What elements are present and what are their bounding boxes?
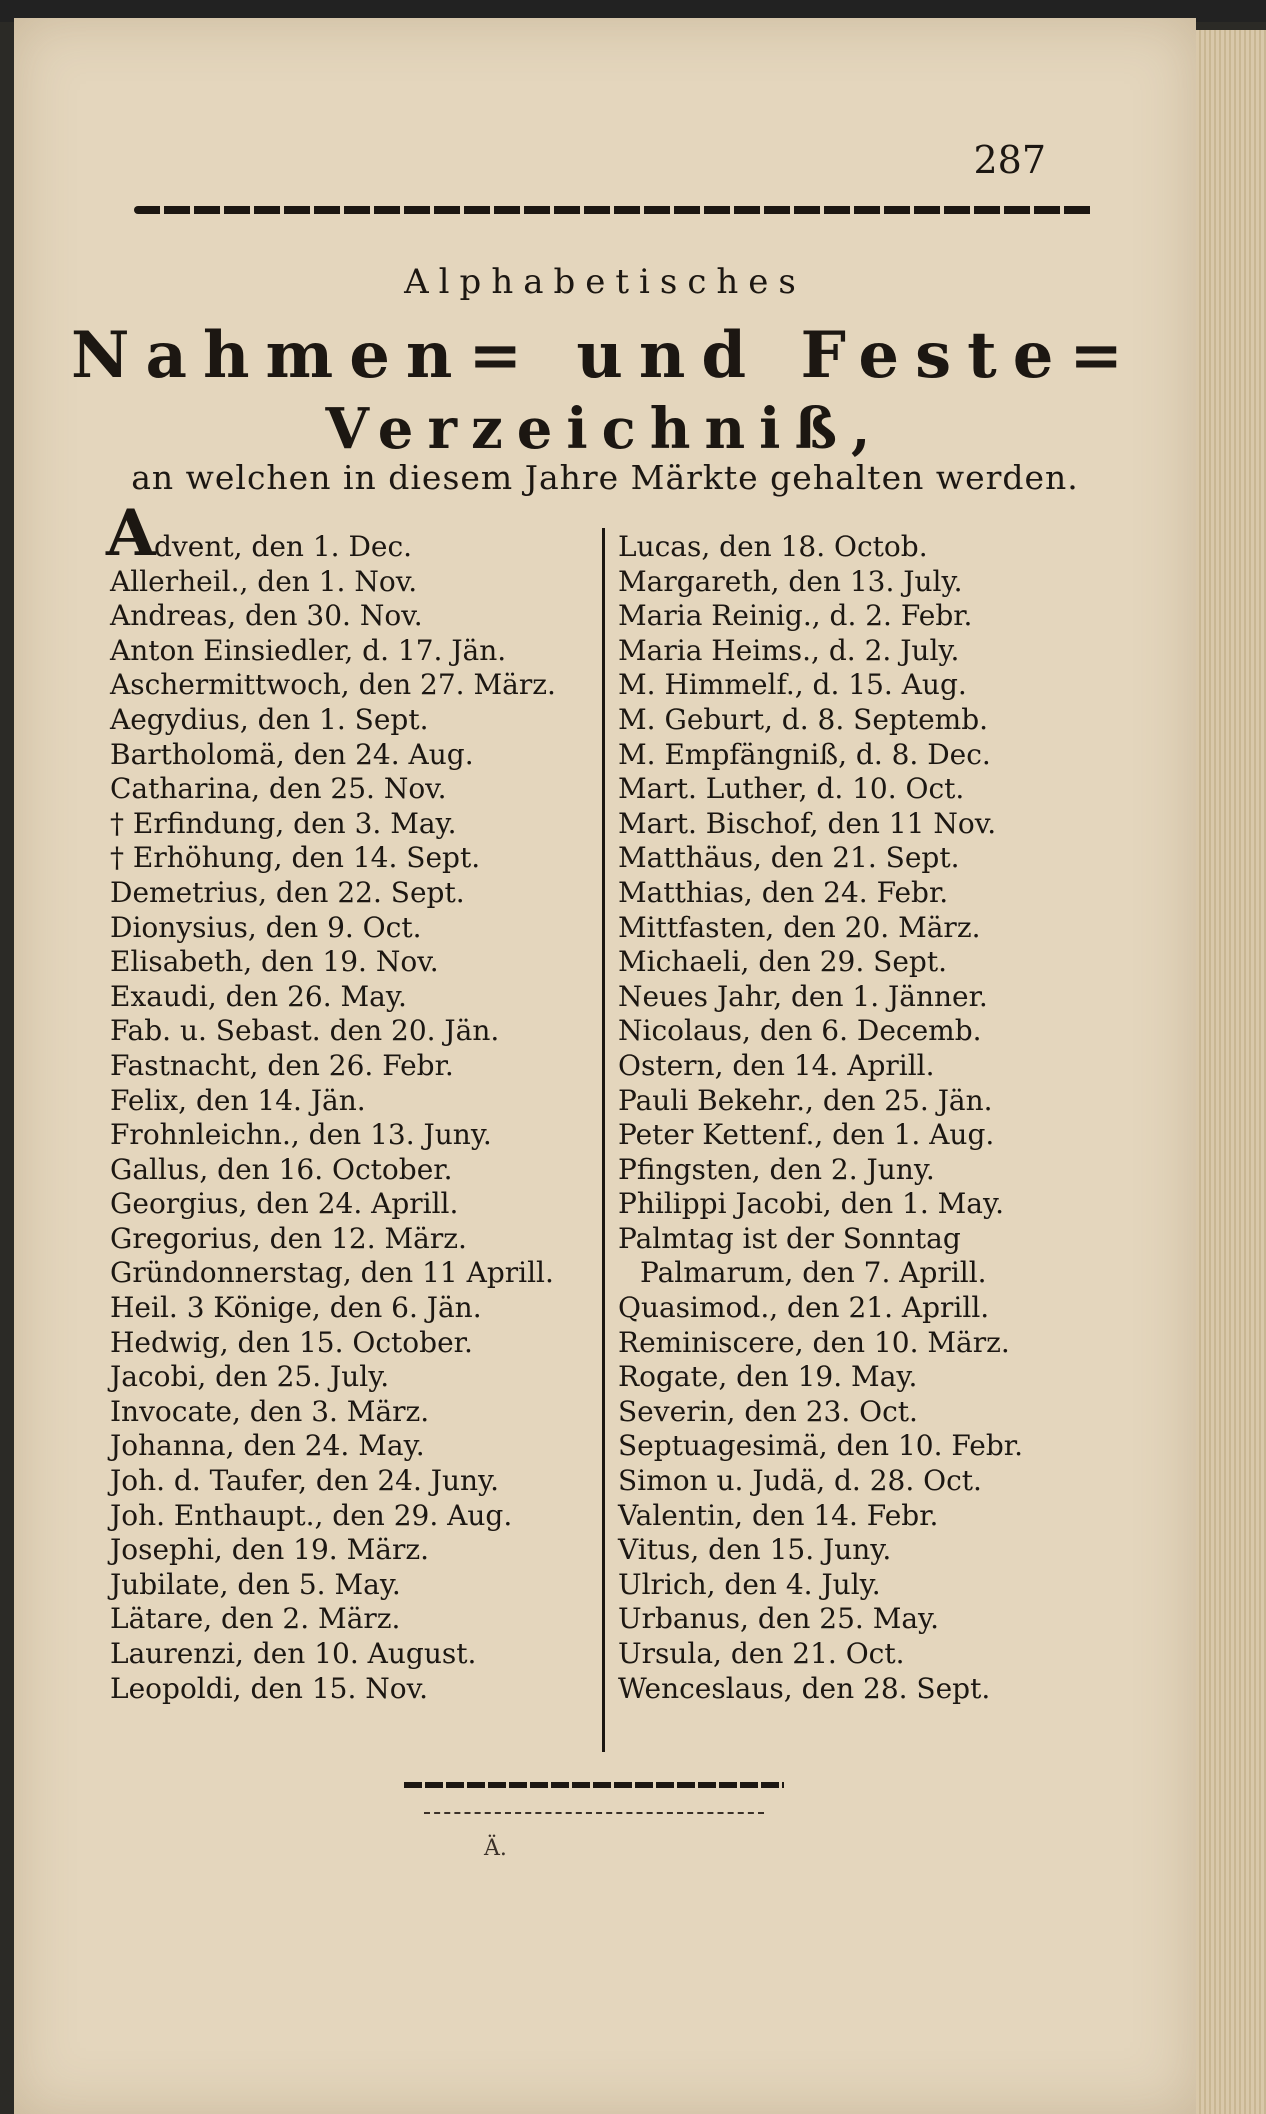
heading-line-2: Nahmen= und Feste= [70, 318, 1140, 393]
list-item: Pfingsten, den 2. Juny. [618, 1152, 935, 1186]
list-item: Neues Jahr, den 1. Jänner. [618, 979, 988, 1013]
list-item: Septuagesimä, den 10. Febr. [618, 1429, 1023, 1463]
book-page-edges [1196, 30, 1266, 2114]
list-item: Bartholomä, den 24. Aug. [110, 737, 474, 771]
list-item: Ursula, den 21. Oct. [618, 1637, 905, 1670]
list-item: Quasimod., den 21. Aprill. [618, 1291, 990, 1325]
column-divider [602, 528, 605, 1752]
list-item: M. Empfängniß, d. 8. Dec. [618, 737, 991, 771]
list-item: Vitus, den 15. Juny. [618, 1533, 892, 1567]
list-item: Jacobi, den 25. July. [110, 1360, 390, 1394]
dashed-rule-bottom [424, 1812, 764, 1814]
list-item: Lucas, den 18. Octob. [618, 530, 928, 563]
list-item: Frohnleichn., den 13. Juny. [110, 1118, 492, 1152]
list-item: M. Geburt, d. 8. Septemb. [618, 702, 989, 736]
list-item: Severin, den 23. Oct. [618, 1394, 918, 1428]
list-item: Rogate, den 19. May. [618, 1360, 918, 1394]
list-item: Mart. Luther, d. 10. Oct. [618, 772, 965, 806]
list-item: Mittfasten, den 20. März. [618, 910, 981, 944]
list-item: Simon u. Judä, d. 28. Oct. [618, 1464, 982, 1498]
ornamental-rule-top [134, 206, 1094, 214]
list-item: M. Himmelf., d. 15. Aug. [618, 668, 967, 702]
list-item: Elisabeth, den 19. Nov. [110, 945, 439, 979]
list-item: Leopoldi, den 15. Nov. [110, 1671, 429, 1705]
list-item: Invocate, den 3. März. [110, 1394, 430, 1428]
heading-line-3: Verzeichniß, [325, 396, 885, 462]
list-item: Joh. Enthaupt., den 29. Aug. [110, 1498, 513, 1532]
list-item: Allerheil., den 1. Nov. [110, 564, 418, 598]
list-item: Georgius, den 24. Aprill. [110, 1187, 459, 1221]
list-item: Urbanus, den 25. May. [618, 1602, 940, 1636]
page-number: 287 [973, 138, 1046, 182]
list-item: Peter Kettenf., den 1. Aug. [618, 1118, 995, 1152]
index-columns [106, 496, 1110, 1750]
list-item: Anton Einsiedler, d. 17. Jän. [110, 633, 507, 667]
list-item: Johanna, den 24. May. [110, 1429, 425, 1463]
list-item: Jubilate, den 5. May. [110, 1567, 401, 1601]
list-item: † Erhöhung, den 14. Sept. [110, 841, 481, 875]
list-item: Maria Heims., d. 2. July. [618, 633, 960, 667]
first-entry-text: dvent, den 1. Dec. [154, 530, 413, 563]
list-item: Maria Reinig., d. 2. Febr. [618, 599, 973, 633]
list-item: Joh. d. Taufer, den 24. Juny. [110, 1464, 500, 1498]
list-item: Aschermittwoch, den 27. März. [110, 668, 556, 702]
list-item: Margareth, den 13. July. [618, 564, 963, 598]
heading-line-1: Alphabetisches [404, 262, 806, 302]
list-item: Demetrius, den 22. Sept. [110, 875, 465, 909]
list-item: Gregorius, den 12. März. [110, 1221, 467, 1255]
book-page [14, 18, 1196, 2114]
list-item: Michaeli, den 29. Sept. [618, 945, 947, 979]
list-item: Fab. u. Sebast. den 20. Jän. [110, 1014, 500, 1048]
drop-cap-initial: A [106, 496, 156, 571]
list-item [106, 496, 596, 571]
list-item: Ulrich, den 4. July. [618, 1567, 881, 1601]
list-item: Exaudi, den 26. May. [110, 979, 407, 1013]
list-item: Philippi Jacobi, den 1. May. [618, 1187, 1004, 1221]
list-item: Andreas, den 30. Nov. [110, 599, 423, 633]
list-item: Valentin, den 14. Febr. [618, 1498, 939, 1532]
list-item: Catharina, den 25. Nov. [110, 772, 447, 806]
list-item: Nicolaus, den 6. Decemb. [618, 1014, 982, 1048]
heading-subtitle: an welchen in diesem Jahre Märkte gehalten werden. [131, 458, 1079, 497]
list-item: Matthäus, den 21. Sept. [618, 841, 960, 875]
list-item: Mart. Bischof, den 11 Nov. [618, 806, 997, 840]
list-item: Wenceslaus, den 28. Sept. [618, 1671, 991, 1705]
list-item: Lätare, den 2. März. [110, 1602, 401, 1636]
list-item: Aegydius, den 1. Sept. [110, 702, 429, 736]
list-item: Heil. 3 Könige, den 6. Jän. [110, 1291, 482, 1325]
list-item: Reminiscere, den 10. März. [618, 1325, 1010, 1359]
list-item: Josephi, den 19. März. [110, 1533, 429, 1567]
list-item: Gallus, den 16. October. [110, 1152, 453, 1186]
right-column [618, 530, 1108, 1706]
list-item: Pauli Bekehr., den 25. Jän. [618, 1083, 993, 1117]
list-item: Palmarum, den 7. Aprill. [640, 1256, 987, 1290]
list-item: Ostern, den 14. Aprill. [618, 1048, 935, 1082]
list-item: Dionysius, den 9. Oct. [110, 910, 422, 944]
catchword: Ä. [484, 1836, 507, 1861]
list-item: Palmtag ist der Sonntag [618, 1221, 961, 1255]
list-item: † Erfindung, den 3. May. [110, 806, 457, 840]
ornamental-rule-bottom [404, 1782, 784, 1788]
list-item: Hedwig, den 15. October. [110, 1325, 473, 1359]
list-item: Fastnacht, den 26. Febr. [110, 1048, 454, 1082]
left-column [106, 496, 596, 1706]
list-item: Gründonnerstag, den 11 Aprill. [110, 1256, 554, 1290]
list-item: Felix, den 14. Jän. [110, 1083, 366, 1117]
list-item: Matthias, den 24. Febr. [618, 875, 949, 909]
list-item: Laurenzi, den 10. August. [110, 1637, 477, 1670]
